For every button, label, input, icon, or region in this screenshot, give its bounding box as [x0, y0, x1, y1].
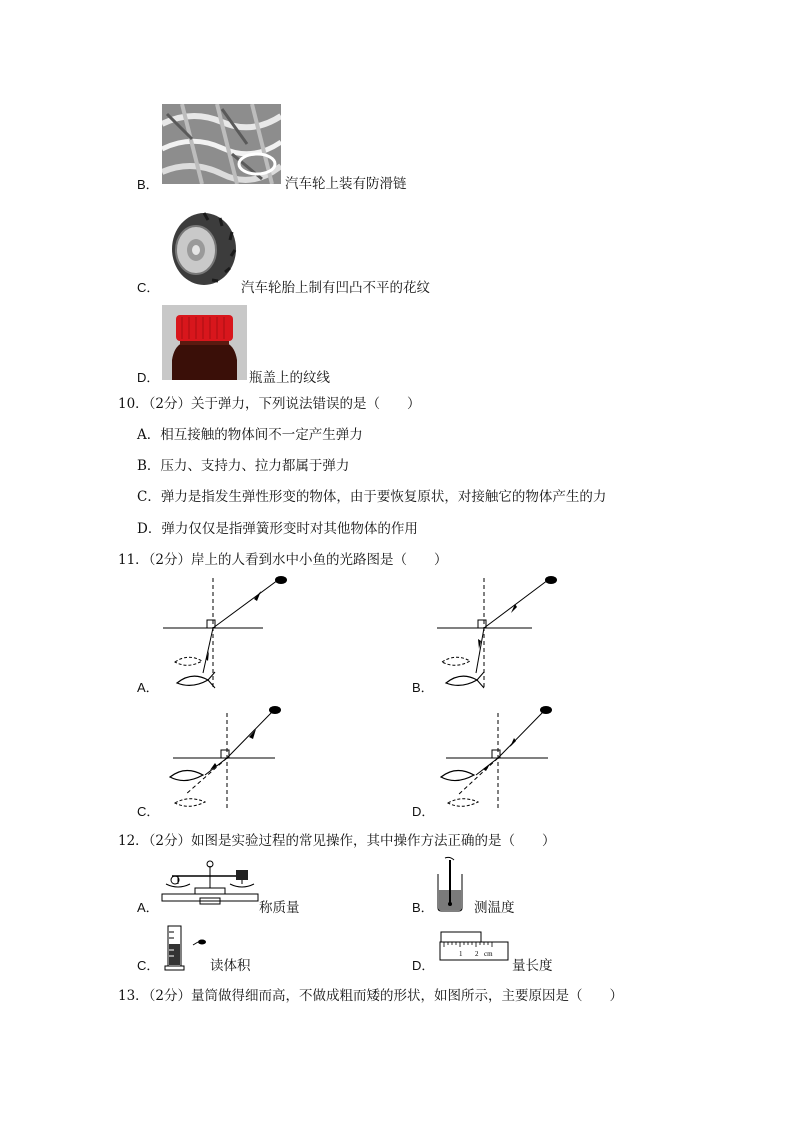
- q11-option-d: D．: [412, 804, 435, 819]
- option-letter: D．: [137, 370, 160, 385]
- q12-option-letter-a: A．: [137, 900, 159, 915]
- q11-option-b: B．: [412, 680, 434, 695]
- option-text: 汽车轮胎上制有凹凸不平的花纹: [241, 280, 430, 296]
- q10-option-a: A．相互接触的物体间不一定产生弹力: [137, 427, 363, 443]
- balance-scale-icon: [160, 858, 260, 906]
- q12-option-text-b: 测温度: [474, 900, 515, 916]
- light-path-diagram-c: [165, 703, 295, 813]
- ruler-mark: 2: [475, 950, 479, 958]
- option-letter: C．: [137, 280, 160, 295]
- option-text: 瓶盖上的纹线: [249, 370, 330, 386]
- ruler-icon: [438, 930, 510, 964]
- option-letter: B．: [137, 177, 159, 192]
- question-10-stem: 10．（2分）关于弹力，下列说法错误的是（ ）: [118, 396, 421, 412]
- q12-option-letter-c: C．: [137, 958, 160, 973]
- question-12-stem: 12．（2分）如图是实验过程的常见操作，其中操作方法正确的是（ ）: [118, 833, 556, 849]
- bottle-cap-photo: [162, 305, 247, 380]
- snow-chain-photo: [162, 104, 281, 184]
- light-path-diagram-a: [160, 573, 290, 693]
- ruler-unit: cm: [484, 950, 493, 958]
- q12-option-text-d: 量长度: [512, 958, 553, 974]
- thermometer-beaker-icon: [435, 856, 465, 912]
- q10-option-d: D．弹力仅仅是指弹簧形变时对其他物体的作用: [137, 521, 418, 537]
- q12-option-text-c: 读体积: [210, 958, 251, 974]
- light-path-diagram-d: [438, 703, 568, 813]
- q12-option-text-a: 称质量: [259, 900, 300, 916]
- question-13-stem: 13．（2分）量筒做得细而高，不做成粗而矮的形状，如图所示，主要原因是（ ）: [118, 988, 624, 1004]
- ruler-mark: 1: [459, 950, 463, 958]
- q11-option-a: A．: [137, 680, 159, 695]
- option-text: 汽车轮上装有防滑链: [285, 176, 407, 192]
- q11-option-c: C．: [137, 804, 160, 819]
- q12-option-letter-d: D．: [412, 958, 435, 973]
- q10-option-c: C．弹力是指发生弹性形变的物体，由于要恢复原状，对接触它的物体产生的力: [137, 489, 607, 505]
- light-path-diagram-b: [434, 573, 564, 693]
- tire-tread-photo: [164, 210, 240, 288]
- question-11-stem: 11．（2分）岸上的人看到水中小鱼的光路图是（ ）: [118, 552, 448, 568]
- graduated-cylinder-icon: [165, 924, 215, 972]
- q10-option-b: B．压力、支持力、拉力都属于弹力: [137, 458, 350, 474]
- q12-option-letter-b: B．: [412, 900, 434, 915]
